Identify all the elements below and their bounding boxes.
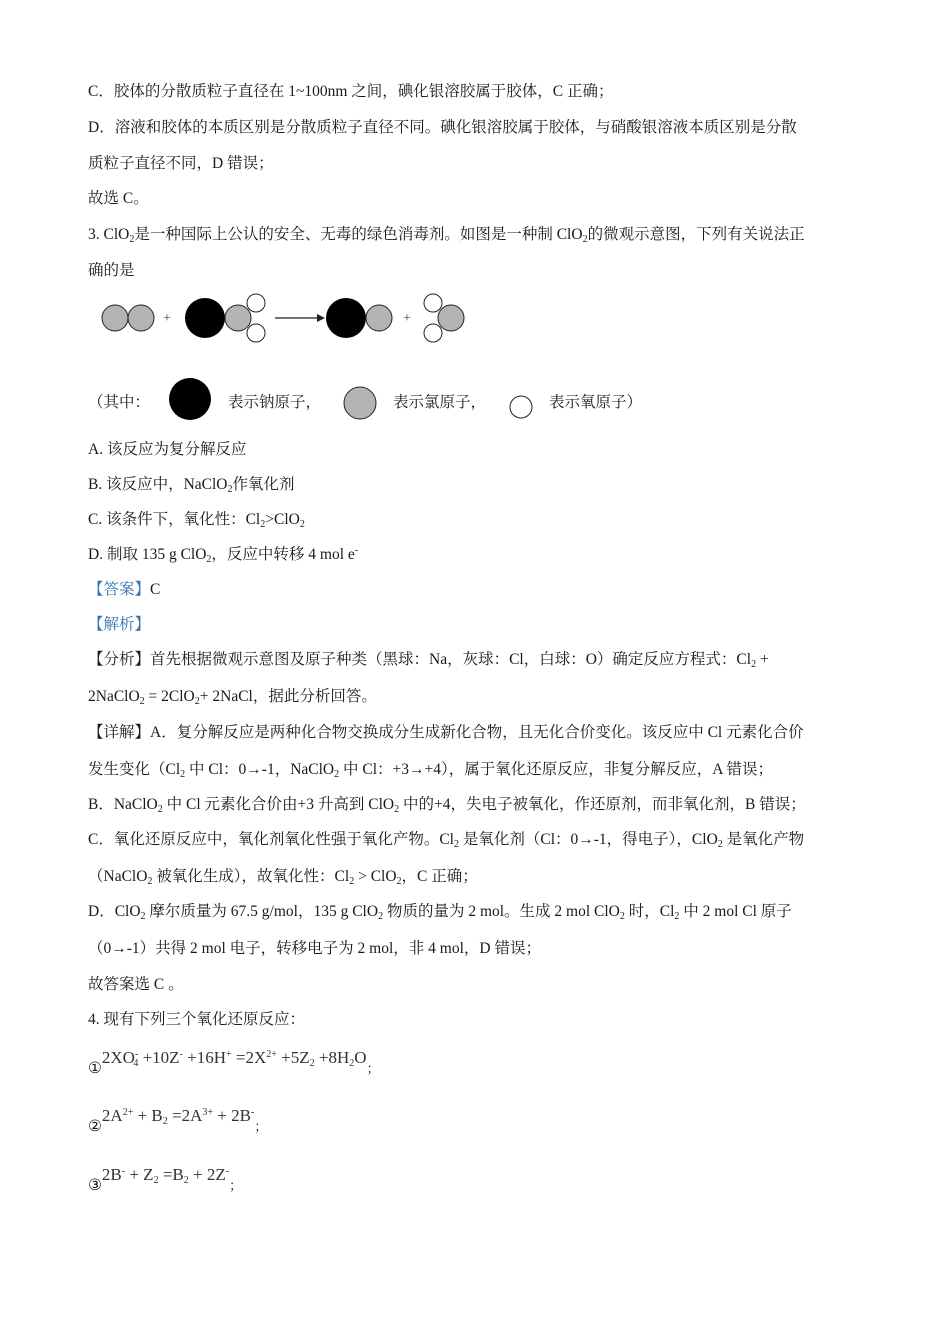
o-atom <box>424 324 442 342</box>
text-line-d2: 质粒子直径不同，D 错误； <box>88 155 274 172</box>
text-line-choose-c: 故选 C。 <box>88 190 149 207</box>
plus-sign: + <box>403 311 411 326</box>
option-b: B. 该反应中，NaClO$_2$作氧化剂 <box>88 476 295 495</box>
analysis-line-2: 2NaClO$_2$ = 2ClO$_2$+ 2NaCl，据此分析回答。 <box>88 688 377 707</box>
text-line-c: C．胶体的分散质粒子直径在 1~100nm 之间，碘化银溶胶属于胶体，C 正确； <box>88 83 614 100</box>
final-answer: 故答案选 C 。 <box>88 976 184 993</box>
analysis-line-1: 【分析】首先根据微观示意图及原子种类（黑球：Na，灰球：Cl，白球：O）确定反应方程式：$Cl_2$ + <box>88 651 769 670</box>
cl-atom <box>366 305 392 331</box>
option-a: A. 该反应为复分解反应 <box>88 441 247 458</box>
question-4-stem: 4. 现有下列三个氧化还原反应： <box>88 1011 306 1028</box>
plus-sign: + <box>163 311 171 326</box>
detail-line-2: 发生变化（$Cl_2$ 中 Cl：0→-1，NaClO$_2$ 中 Cl：+3→+4），属于氧化还原反应，非复分解反应，A 错误； <box>88 761 773 780</box>
equation-3: ③2B- + $Z_2 =B_2 + 2Z^-_;$ <box>88 1165 243 1194</box>
cl-atom <box>438 305 464 331</box>
na-atom <box>326 298 366 338</box>
question-3-stem-2: 确的是 <box>88 262 135 279</box>
o-atom <box>247 324 265 342</box>
detail-line-c1: C．氧化还原反应中，氧化剂氧化性强于氧化产物。$Cl_2$ 是氧化剂（Cl：0→-1，得电子），ClO$_2$ 是氧化产物 <box>88 831 805 850</box>
cl-atom <box>225 305 251 331</box>
legend-open: （其中： <box>88 394 151 411</box>
na-atom <box>185 298 225 338</box>
equation-1: $①2XO^-_4 +10Z^- +16H^+ =2X^{2+} +5Z_2 +8H_2O_;$ <box>88 1048 380 1077</box>
detail-line-b: B．NaClO$_2$ 中 Cl 元素化合价由+3 升高到 ClO$_2$ 中的+4，失电子被氧化，作还原剂，而非氧化剂，B 错误； <box>88 796 806 815</box>
legend-o-atom <box>506 394 536 420</box>
text-line-d1: D．溶液和胶体的本质区别是分散质粒子直径不同。碘化银溶胶属于胶体，与硝酸银溶液本质区别是分散 <box>88 119 797 136</box>
option-d: D. 制取 135 g ClO$_2$，反应中转移 4 mol e- <box>88 545 359 565</box>
answer-line <box>88 580 160 600</box>
answer-tag: 【答案】 <box>88 581 151 598</box>
cl-atom <box>128 305 154 331</box>
legend-cl-atom <box>340 386 380 420</box>
o-atom <box>247 294 265 312</box>
answer-value: C <box>150 581 161 598</box>
analysis-tag: 【解析】 <box>88 616 151 633</box>
equation-2: $②2A^{2+} + B_2 =2A^{3+} + 2B^-_;$ <box>88 1106 268 1135</box>
legend-na-label: 表示钠原子， <box>228 394 322 411</box>
legend-na-atom <box>166 377 214 421</box>
reaction-arrowhead <box>317 314 325 322</box>
legend-cl-label: 表示氯原子， <box>393 394 487 411</box>
cl-atom <box>102 305 128 331</box>
o-atom <box>424 294 442 312</box>
option-c: C. 该条件下，氧化性：$Cl_2>ClO_2$ <box>88 511 305 530</box>
detail-line-d1: D．ClO$_2$ 摩尔质量为 67.5 g/mol，135 g ClO$_2$ 物质的量为 2 mol。生成 2 mol ClO$_2$ 时，$Cl_2$ 中 2 mol Cl 原子 <box>88 903 792 922</box>
detail-line-1: 【详解】A．复分解反应是两种化合物交换成分生成新化合物，且无化合价变化。该反应中 Cl 元素化合价 <box>88 724 804 741</box>
detail-line-c2: （NaClO$_2$ 被氧化生成），故氧化性：$Cl_2 > ClO_2$，C 正确； <box>88 868 478 887</box>
reaction-diagram <box>95 288 485 348</box>
legend-o-label: 表示氧原子） <box>549 394 643 411</box>
question-3-stem: 3. ClO$_2$是一种国际上公认的安全、无毒的绿色消毒剂。如图是一种制 ClO$_2$的微观示意图，下列有关说法正 <box>88 226 805 245</box>
detail-line-d2: （0→-1）共得 2 mol 电子，转移电子为 2 mol，非 4 mol，D 错误； <box>88 940 541 957</box>
